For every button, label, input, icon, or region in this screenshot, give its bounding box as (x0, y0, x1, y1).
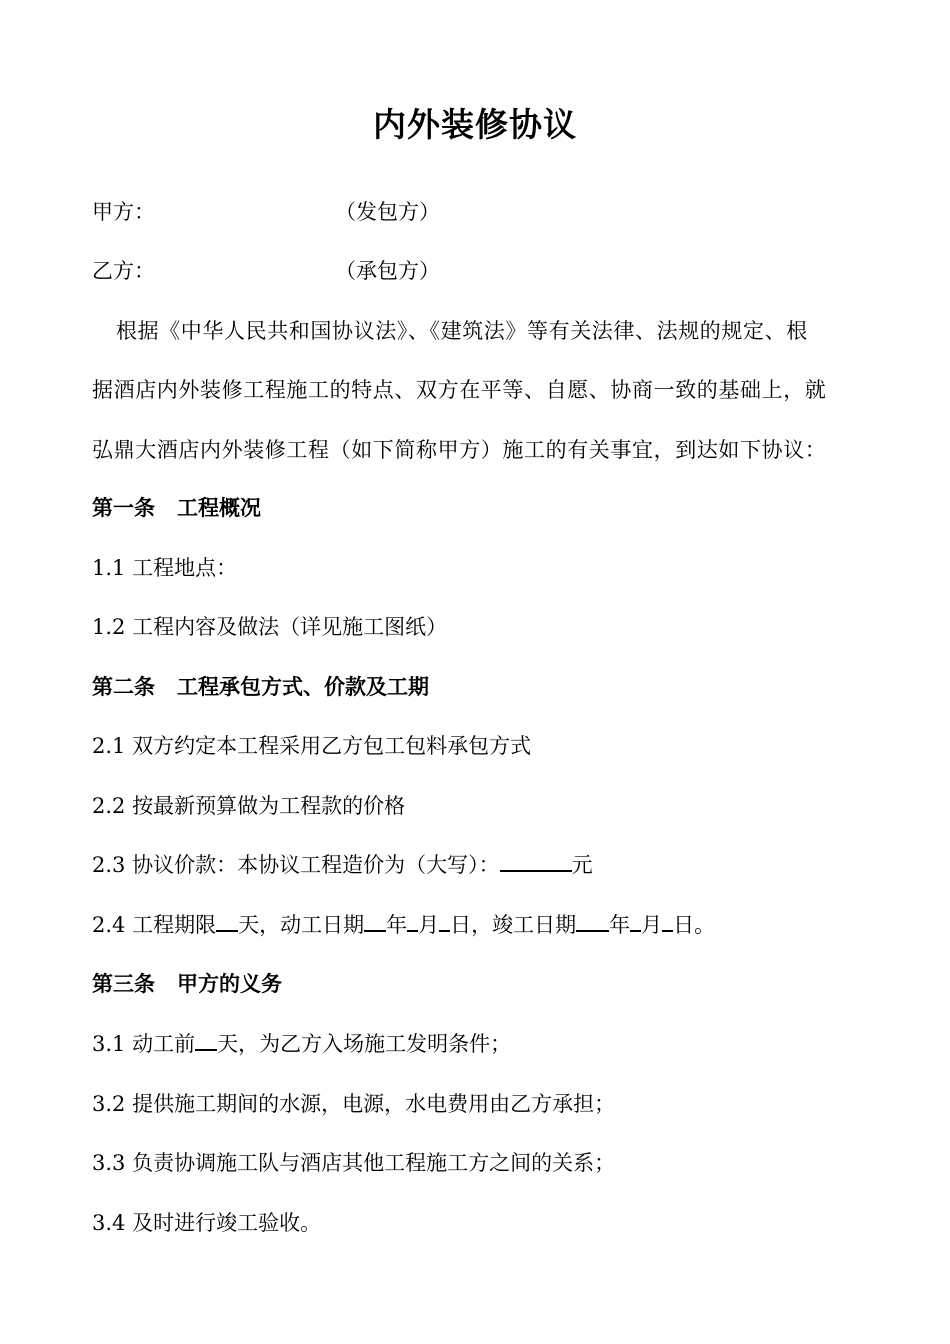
party-b-role: （承包方） (335, 259, 440, 283)
clause-2-4-text-month: 月 (418, 913, 440, 937)
end-month-blank[interactable] (630, 910, 641, 932)
clause-2-4-text-day: 日。 (673, 913, 716, 937)
article-2-title: 工程承包方式、价款及工期 (177, 674, 429, 699)
article-2-number: 第二条 (92, 674, 155, 699)
clause-1-2: 1.2 工程内容及做法（详见施工图纸） (92, 615, 448, 639)
clause-3-3: 3.3 负责协调施工队与酒店其他工程施工方之间的关系； (92, 1151, 616, 1175)
party-a-role: （发包方） (335, 200, 440, 224)
party-b-line (92, 256, 867, 286)
article-3-heading (92, 969, 867, 999)
party-b-label: 乙方： (92, 259, 155, 283)
start-year-blank[interactable] (364, 910, 386, 932)
party-a-label: 甲方： (92, 200, 155, 224)
clause-2-3 (92, 850, 867, 880)
clause-2-1: 2.1 双方约定本工程采用乙方包工包料承包方式 (92, 734, 532, 758)
clause-2-4-text-year: 年 (386, 913, 408, 937)
price-blank[interactable] (500, 850, 572, 872)
article-3-title: 甲方的义务 (177, 971, 282, 996)
clause-2-4-text-start: 天，动工日期 (238, 913, 365, 937)
clause-3-1-text-end: 天，为乙方入场施工发明条件； (217, 1032, 512, 1056)
end-year-blank[interactable] (576, 910, 609, 932)
clause-1-1: 1.1 工程地点： (92, 556, 238, 580)
duration-days-blank[interactable] (216, 910, 238, 932)
clause-2-4 (92, 910, 867, 940)
end-day-blank[interactable] (662, 910, 673, 932)
intro-line-3: 弘鼎大酒店内外装修工程（如下简称甲方）施工的有关事宜，到达如下协议： (92, 438, 827, 462)
clause-2-4-text-end: 日，竣工日期 (450, 913, 577, 937)
start-month-blank[interactable] (407, 910, 418, 932)
article-1-heading (92, 493, 867, 523)
intro-line-1: 根据《中华人民共和国协议法》、《建筑法》等有关法律、法规的规定、根 (116, 319, 808, 343)
clause-2-3-text: 2.3 协议价款：本协议工程造价为（大写）： (92, 853, 500, 877)
document-title: 内外装修协议 (373, 105, 577, 144)
clause-3-1 (92, 1029, 867, 1059)
clause-3-4: 3.4 及时进行竣工验收。 (92, 1211, 322, 1235)
pre-start-days-blank[interactable] (195, 1029, 217, 1051)
article-3-number: 第三条 (92, 971, 155, 996)
clause-3-2: 3.2 提供施工期间的水源，电源，水电费用由乙方承担； (92, 1092, 616, 1116)
clause-2-3-unit: 元 (571, 853, 593, 877)
party-a-line (92, 197, 867, 227)
article-1-number: 第一条 (92, 495, 155, 520)
clause-2-4-text-month-2: 月 (641, 913, 663, 937)
article-2-heading (92, 672, 867, 702)
clause-3-1-text: 3.1 动工前 (92, 1032, 196, 1056)
article-1-title: 工程概况 (177, 495, 261, 520)
clause-2-4-text-duration: 2.4 工程期限 (92, 913, 217, 937)
intro-line-2: 据酒店内外装修工程施工的特点、双方在平等、自愿、协商一致的基础上，就 (92, 378, 827, 402)
clause-2-2: 2.2 按最新预算做为工程款的价格 (92, 794, 406, 818)
clause-2-4-text-year-2: 年 (609, 913, 631, 937)
start-day-blank[interactable] (439, 910, 450, 932)
